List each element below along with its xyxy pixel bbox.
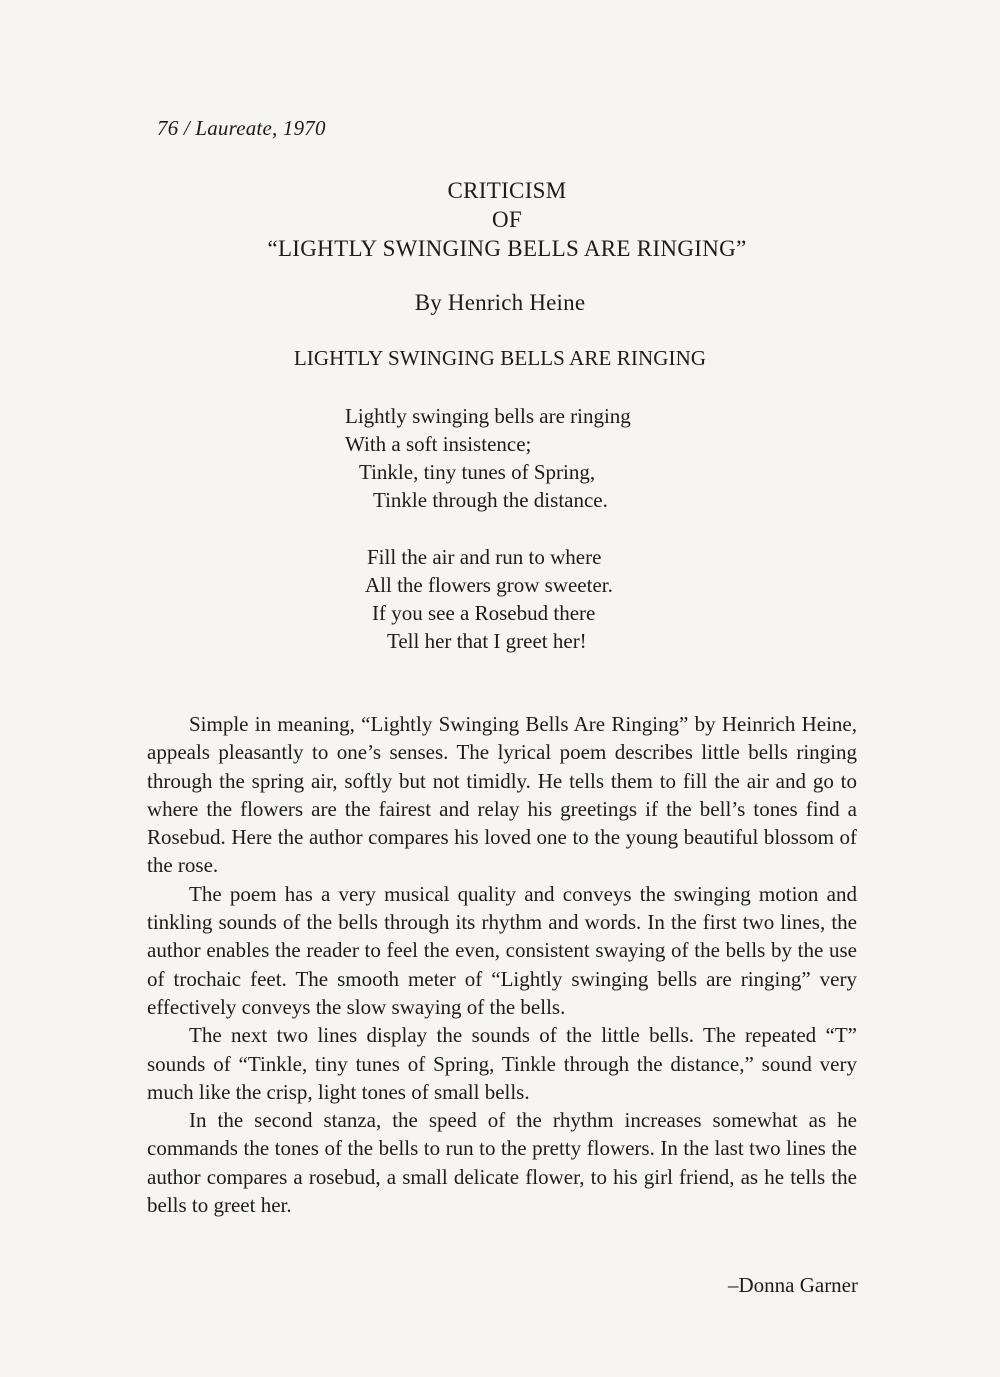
essay-body — [147, 710, 857, 1219]
title-line-1: CRITICISM — [447, 178, 567, 203]
poem-line: If you see a Rosebud there — [372, 601, 596, 625]
poem-title: LIGHTLY SWINGING BELLS ARE RINGING — [293, 346, 707, 370]
title-line-2: OF — [491, 207, 522, 232]
essay-paragraph: The poem has a very musical quality and conveys the swinging motion and tinkling sounds of the bells through its rhythm and words. In the first two lines, the author enables the reader to feel the even, consistent swaying of the bells by the use of trochaic feet. The smooth meter of “Lightly swinging bells are ringing” very effectively conveys the slow swaying of the bells. — [147, 881, 857, 1019]
poem-line: Lightly swinging bells are ringing — [345, 404, 631, 428]
poem-line: Tell her that I greet her! — [387, 629, 587, 653]
author-signature: –Donna Garner — [727, 1273, 858, 1297]
poem-line: Tinkle, tiny tunes of Spring, — [359, 460, 596, 484]
essay-paragraph: Simple in meaning, “Lightly Swinging Bells Are Ringing” by Heinrich Heine, appeals pleasantly to one’s senses. The lyrical poem describes little bells ringing through the spring air, softly but not timidly. He tells them to fill the air and go to where the flowers are the fairest and relay his greetings if the bell’s tones find a Rosebud. Here the author compares his loved one to the young beautiful blossom of the rose. — [147, 712, 857, 878]
byline: By Henrich Heine — [414, 290, 586, 315]
poem-line: All the flowers grow sweeter. — [365, 573, 613, 597]
essay-paragraph: The next two lines display the sounds of the little bells. The repeated “T” sounds of “Tinkle, tiny tunes of Spring, Tinkle through the distance,” sound very much like the crisp, light tones of small bells. — [147, 1023, 857, 1104]
poem-line: Tinkle through the distance. — [373, 488, 608, 512]
article-title — [0, 176, 1000, 263]
poem-line: With a soft insistence; — [345, 432, 532, 456]
essay-paragraph: In the second stanza, the speed of the rhythm increases somewhat as he commands the tones of the bells to run to the pretty flowers. In the last two lines the author compares a rosebud, a small delicate flower, to his girl friend, as he tells the bells to greet her. — [147, 1108, 857, 1218]
title-line-3: “LIGHTLY SWINGING BELLS ARE RINGING” — [267, 236, 747, 261]
poem-line: Fill the air and run to where — [367, 545, 602, 569]
running-head: 76 / Laureate, 1970 — [157, 116, 326, 140]
